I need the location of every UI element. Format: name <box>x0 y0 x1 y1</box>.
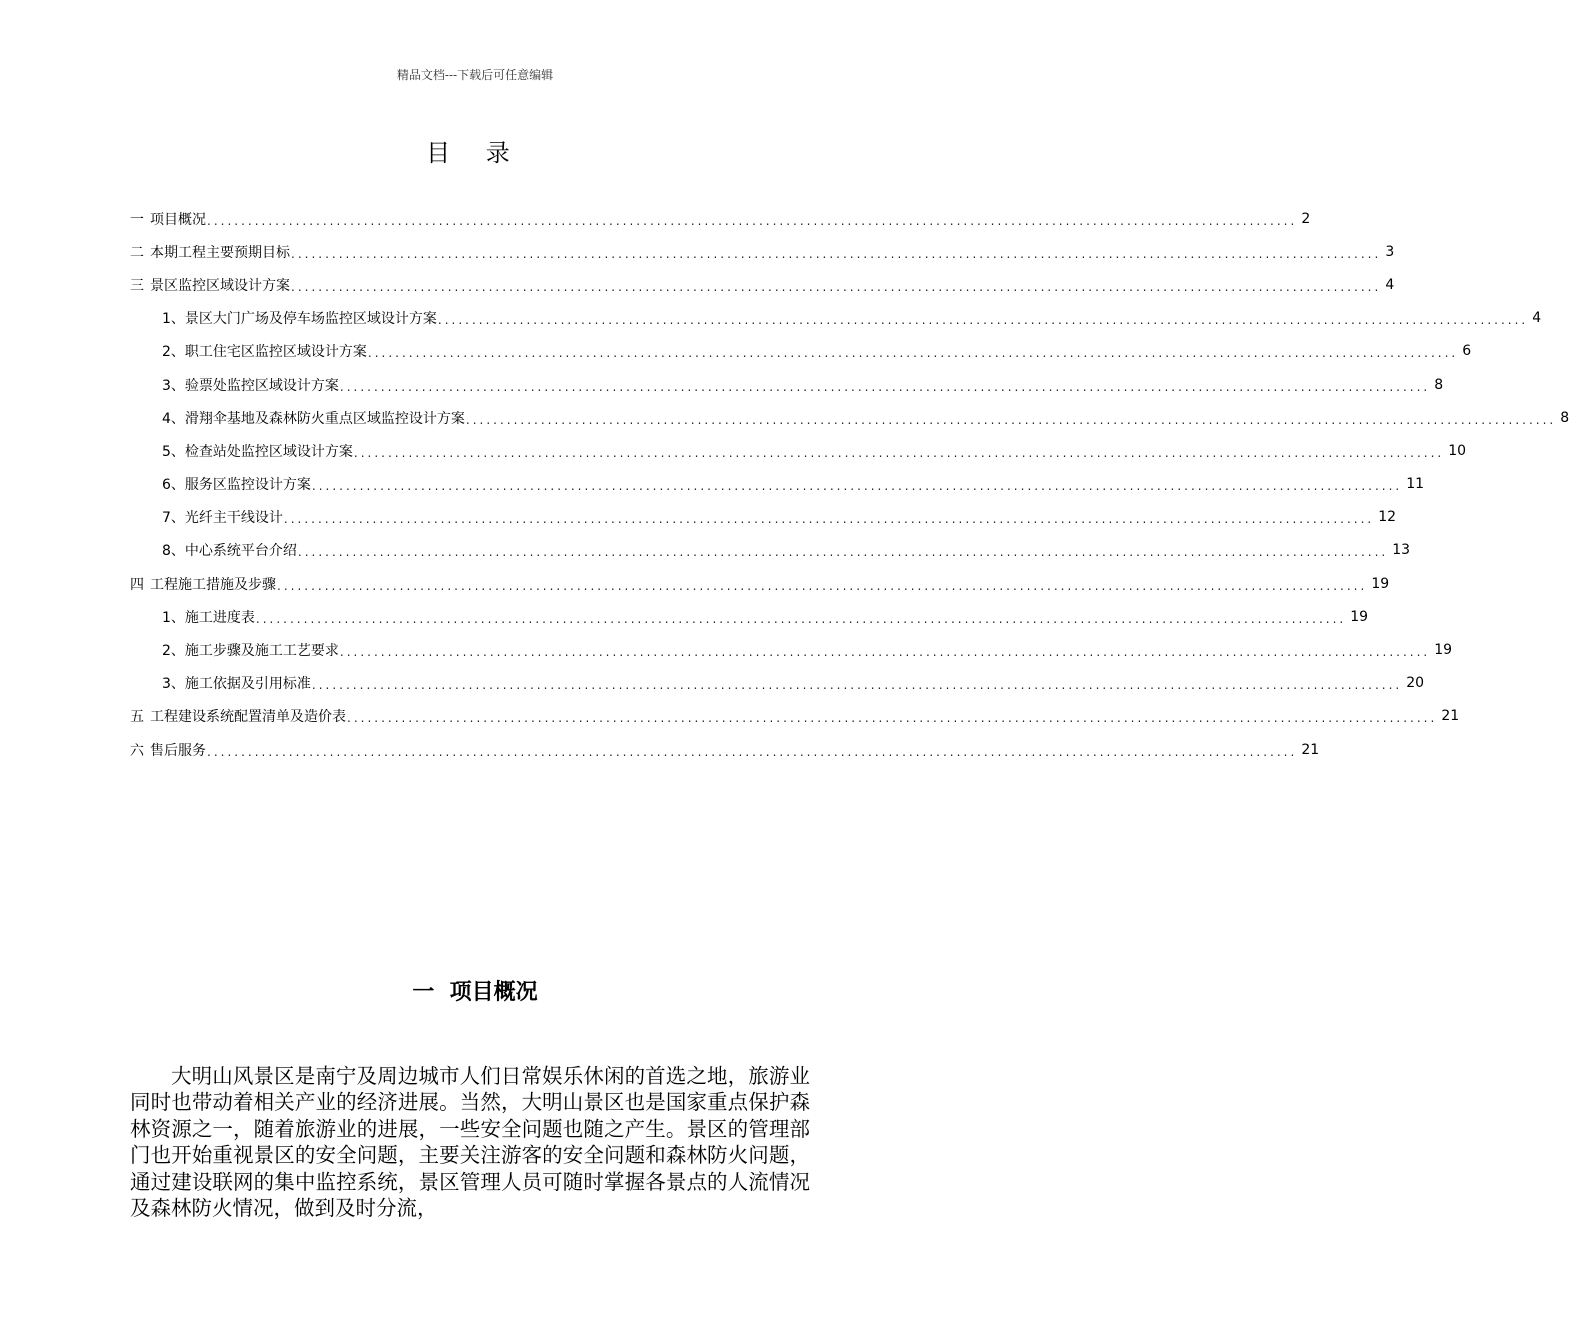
toc-entry-label: 工程建设系统配置清单及造价表 <box>150 709 346 726</box>
toc-entry-page: 19 <box>1434 642 1453 659</box>
page-header: 精品文档---下载后可任意编辑 <box>396 68 554 82</box>
toc-entry-label: 本期工程主要预期目标 <box>150 244 290 261</box>
toc-entry[interactable] <box>130 468 1425 501</box>
toc-entry[interactable] <box>130 567 1390 600</box>
toc-entry-number: 四 <box>130 576 144 593</box>
toc-entry[interactable] <box>130 368 1444 401</box>
section-title: 一 项目概况 <box>412 980 538 1005</box>
toc-entry-label: 3、验票处监控区域设计方案 <box>162 377 339 394</box>
toc-entry[interactable] <box>130 534 1411 567</box>
toc-entry-page: 21 <box>1301 741 1320 758</box>
toc-entry-label: 项目概况 <box>150 211 206 228</box>
toc-entry[interactable] <box>130 733 1320 766</box>
toc-entry-page: 6 <box>1462 343 1472 360</box>
toc-entry-page: 11 <box>1406 476 1425 493</box>
toc-entry-label: 1、景区大门广场及停车场监控区域设计方案 <box>162 311 437 328</box>
toc-entry-page: 12 <box>1378 509 1397 526</box>
toc-entry-label: 6、服务区监控设计方案 <box>162 477 311 494</box>
toc-entry-number: 五 <box>130 709 144 726</box>
toc-leader-dots: ................................................................................................................................................................ <box>437 313 1529 328</box>
toc-entry-label: 3、施工依据及引用标准 <box>162 676 311 693</box>
toc-entry-page: 20 <box>1406 675 1425 692</box>
toc-entry-page: 19 <box>1350 608 1369 625</box>
toc-entry-number: 三 <box>130 277 144 294</box>
toc-entry-label: 1、施工进度表 <box>162 609 255 626</box>
toc-leader-dots: ................................................................................................................................................................ <box>291 279 1382 294</box>
toc-entry-page: 19 <box>1371 575 1390 592</box>
toc-leader-dots: ................................................................................................................................................................ <box>207 213 1298 228</box>
toc-entry-page: 13 <box>1392 542 1411 559</box>
toc-entry-page: 4 <box>1532 310 1542 327</box>
toc-entry[interactable] <box>130 633 1453 666</box>
toc-leader-dots: ................................................................................................................................................................ <box>277 578 1368 593</box>
toc-entry-number: 二 <box>130 244 144 261</box>
toc-entry[interactable] <box>130 501 1397 534</box>
toc-leader-dots: ................................................................................................................................................................ <box>347 711 1438 726</box>
toc-entry-label: 售后服务 <box>150 742 206 759</box>
toc-leader-dots: ................................................................................................................................................................ <box>367 346 1459 361</box>
toc-leader-dots: ................................................................................................................................................................ <box>339 379 1431 394</box>
table-of-contents <box>130 202 1569 766</box>
toc-entry-page: 4 <box>1385 276 1395 293</box>
toc-entry-number: 六 <box>130 742 144 759</box>
toc-leader-dots: ................................................................................................................................................................ <box>297 545 1389 560</box>
toc-entry[interactable] <box>130 434 1467 467</box>
toc-entry[interactable] <box>130 667 1425 700</box>
toc-leader-dots: ................................................................................................................................................................ <box>283 512 1375 527</box>
toc-title: 目 录 <box>426 139 524 167</box>
toc-entry[interactable] <box>130 268 1395 301</box>
toc-entry-label: 2、施工步骤及施工工艺要求 <box>162 643 339 660</box>
toc-entry[interactable] <box>130 202 1311 235</box>
toc-entry-label: 7、光纤主干线设计 <box>162 510 283 527</box>
toc-entry-label: 2、职工住宅区监控区域设计方案 <box>162 344 367 361</box>
toc-entry-number: 一 <box>130 211 144 228</box>
toc-entry-page: 2 <box>1301 210 1311 227</box>
toc-entry-label: 4、滑翔伞基地及森林防火重点区域监控设计方案 <box>162 410 465 427</box>
toc-entry[interactable] <box>130 401 1569 434</box>
toc-entry-page: 3 <box>1385 243 1395 260</box>
toc-leader-dots: ................................................................................................................................................................ <box>311 678 1403 693</box>
toc-leader-dots: ................................................................................................................................................................ <box>207 744 1298 759</box>
toc-entry-page: 8 <box>1560 409 1569 426</box>
toc-entry-label: 5、检查站处监控区域设计方案 <box>162 443 353 460</box>
toc-entry[interactable] <box>130 700 1460 733</box>
toc-entry-label: 8、中心系统平台介绍 <box>162 543 297 560</box>
toc-entry-page: 10 <box>1448 442 1467 459</box>
toc-entry-label: 工程施工措施及步骤 <box>150 576 276 593</box>
toc-entry-page: 21 <box>1441 708 1460 725</box>
toc-entry-page: 8 <box>1434 376 1444 393</box>
toc-entry[interactable] <box>130 302 1542 335</box>
toc-leader-dots: ................................................................................................................................................................ <box>353 445 1445 460</box>
toc-leader-dots: ................................................................................................................................................................ <box>465 412 1557 427</box>
toc-entry[interactable] <box>130 335 1472 368</box>
toc-entry-label: 景区监控区域设计方案 <box>150 277 290 294</box>
toc-leader-dots: ................................................................................................................................................................ <box>311 479 1403 494</box>
toc-entry[interactable] <box>130 235 1395 268</box>
toc-leader-dots: ................................................................................................................................................................ <box>339 645 1431 660</box>
toc-leader-dots: ................................................................................................................................................................ <box>291 246 1382 261</box>
toc-entry[interactable] <box>130 600 1369 633</box>
toc-leader-dots: ................................................................................................................................................................ <box>255 611 1347 626</box>
body-paragraph: 大明山风景区是南宁及周边城市人们日常娱乐休闲的首选之地，旅游业同时也带动着相关产业的经济进展。当然，大明山景区也是国家重点保护森林资源之一，随着旅游业的进展，一些安全问题也随之产生。景区的管理部门也开始重视景区的安全问题，主要关注游客的安全问题和森林防火问题，通过建设联网的集中监控系统，景区管理人员可随时掌握各景点的人流情况及森林防火情况，做到及时分流， <box>130 1064 810 1221</box>
